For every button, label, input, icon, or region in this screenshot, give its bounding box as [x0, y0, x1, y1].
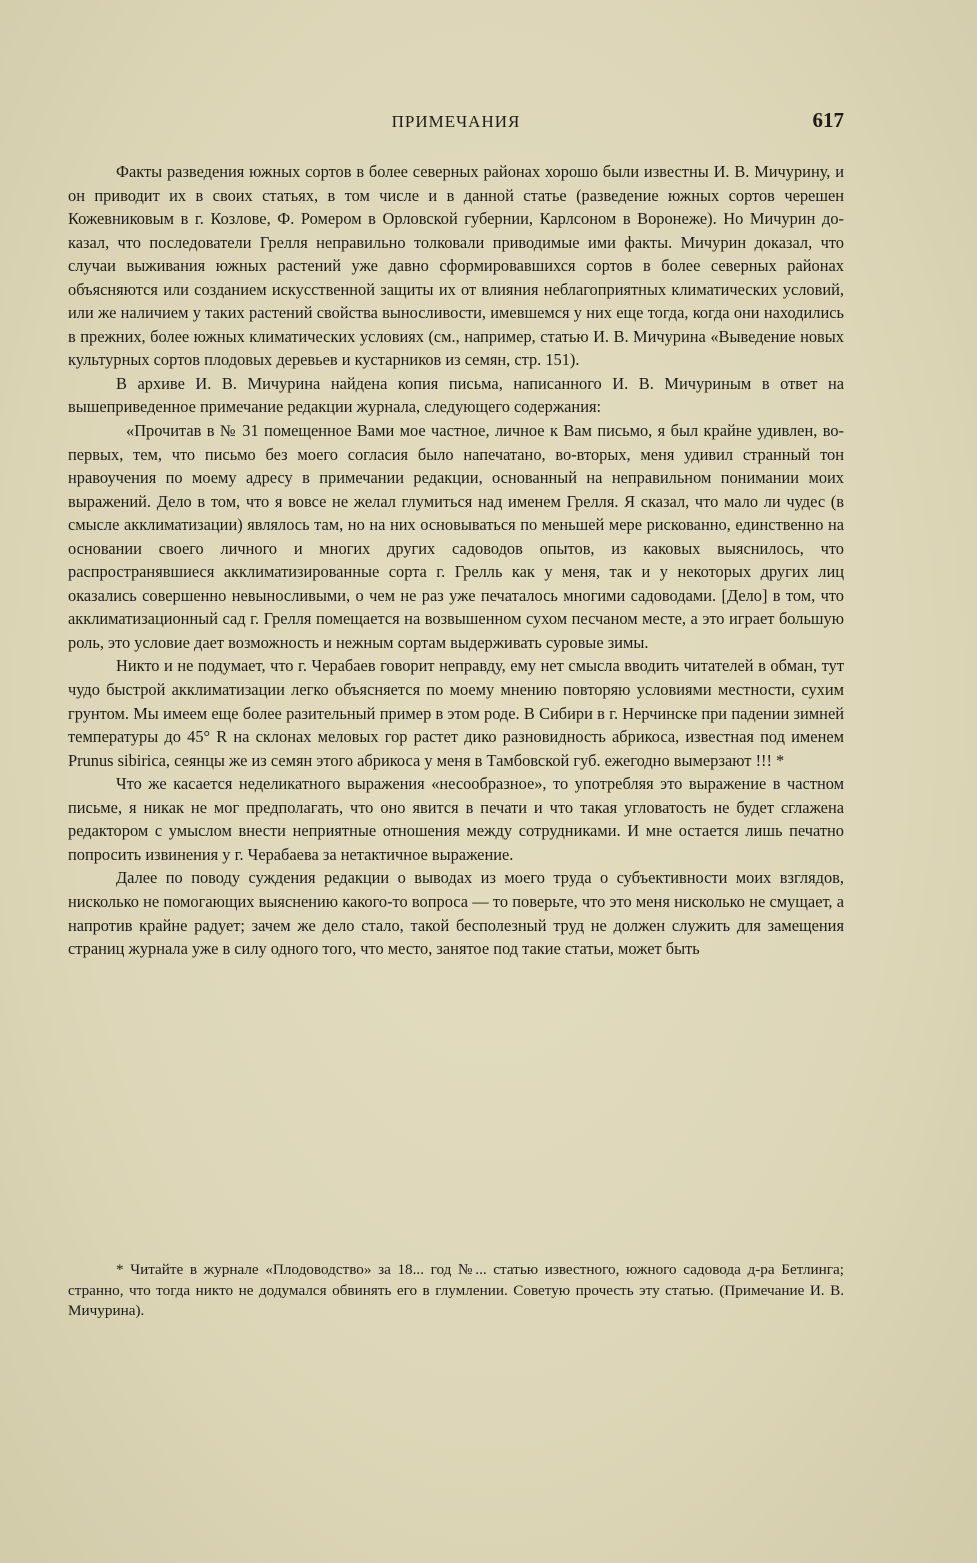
paragraph-letter-2: Никто и не подумает, что г. Черабаев говорит неправду, ему нет смысла вводить читателей в обман, тут чудо быстрой акклиматизации легко объясняется по моему мнению повторяю условиями местности, сухим грунтом. Мы имеем еще более разительный пример в этом роде. В Сибири в г. Нерчинске при падении зимней температуры до 45° R на склонах меловых гор растет дико разновидность абрикоса, известная под именем Prunus sibirica, сеянцы же из семян этого абрикоса у меня в Тамбовской губ. ежегодно вымерзают !!! *	[68, 656, 844, 770]
page-header	[68, 108, 844, 138]
footnote-area	[68, 1260, 844, 1322]
footnote: * Читайте в журнале «Плодоводство» за 18... год №... статью известного, южного садовода д-ра Бетлинга; странно, что тогда никто не додумался обвинять его в глумлении. Советую прочесть эту статью. (Примечание И. В. Мичурина).	[68, 1261, 844, 1319]
page-number: 617	[812, 108, 844, 132]
paragraph-letter-3: Что же касается неделикатного выражения «несообразное», то употребляя это выражение в частном письме, я никак не мог предполагать, что оно явится в печати и что такая угловатость не будет сглажена редактором с умыслом внести неприятные отношения между сотрудниками. И мне остается лишь печатно попросить извинения у г. Черабаева за нетактичное выражение.	[68, 774, 844, 864]
paragraph-letter-4: Далее по поводу суждения редакции о выводах из моего труда о субъективности моих взглядов, нисколько не помогающих выяснению какого-то вопроса — то поверьте, что это меня нисколько не смущает, а напротив крайне радует; зачем же дело стало, такой бесполезный труд не должен служить для замещения страниц журнала уже в силу одного того, что место, занятое под такие статьи, может быть	[68, 868, 844, 959]
main-text	[68, 160, 844, 961]
running-title: ПРИМЕЧАНИЯ	[391, 112, 521, 131]
paragraph-letter-1: «Прочитав в № 31 помещенное Вами мое частное, личное к Вам письмо, я был крайне удивлен, во-первых, тем, что письмо без моего согласия было напечатано, во-вторых, меня удивил странный тон нравоучения по моему адресу в примечании редакции, основанный на неправильном понимании моих выражений. Дело в том, что я вовсе не желал глумиться над именем Грелля. Я сказал, что мало ли чудес (в смысле акклиматизации) являлось там, но на них основываться по меньшей мере рискованно, единственно на основании своего личного и многих других садоводов опытов, из каковых выяснилось, что распространявшиеся акклиматизированные сорта г. Грелль как у меня, так и у некоторых других лиц оказались совершенно невыносливыми, о чем не раз уже печаталось многими садоводами. [Дело] в том, что акклиматизационный сад г. Грелля помещается на возвышенном сухом песчаном месте, а это играет большую роль, это условие дает возможность и нежным сортам выдерживать суровые зимы.	[68, 421, 844, 652]
paragraph-notes: Факты разведения южных сортов в более северных районах хорошо были известны И. В. Мичурину, и он приводит их в своих статьях, в том числе и в данной статье (разведение южных сортов черешен Кожевниковым в г. Козлове, Ф. Ромером в Орловской губернии, Карлсоном в Воронеже). Но Мичурин доказал, что последователи Грелля неправильно толковали приводимые ими факты. Мичурин доказал, что случаи выживания южных растений уже давно сформировавшихся сортов в более северных районах объясняются или созданием искусственной защиты их от влияния неблагоприятных климатических условий, или же наличием у таких растений свойства выносливости, имевшемся у них еще тогда, когда они находились в прежних, более южных климатических условиях (см., например, статью И. В. Мичурина «Выведение новых культурных сортов плодовых деревьев и кустарников из семян, стр. 151).	[68, 162, 844, 370]
paragraph-archive: В архиве И. В. Мичурина найдена копия письма, написанного И. В. Мичуриным в ответ на вышеприведенное примечание редакции журнала, следующего содержания:	[68, 373, 844, 417]
